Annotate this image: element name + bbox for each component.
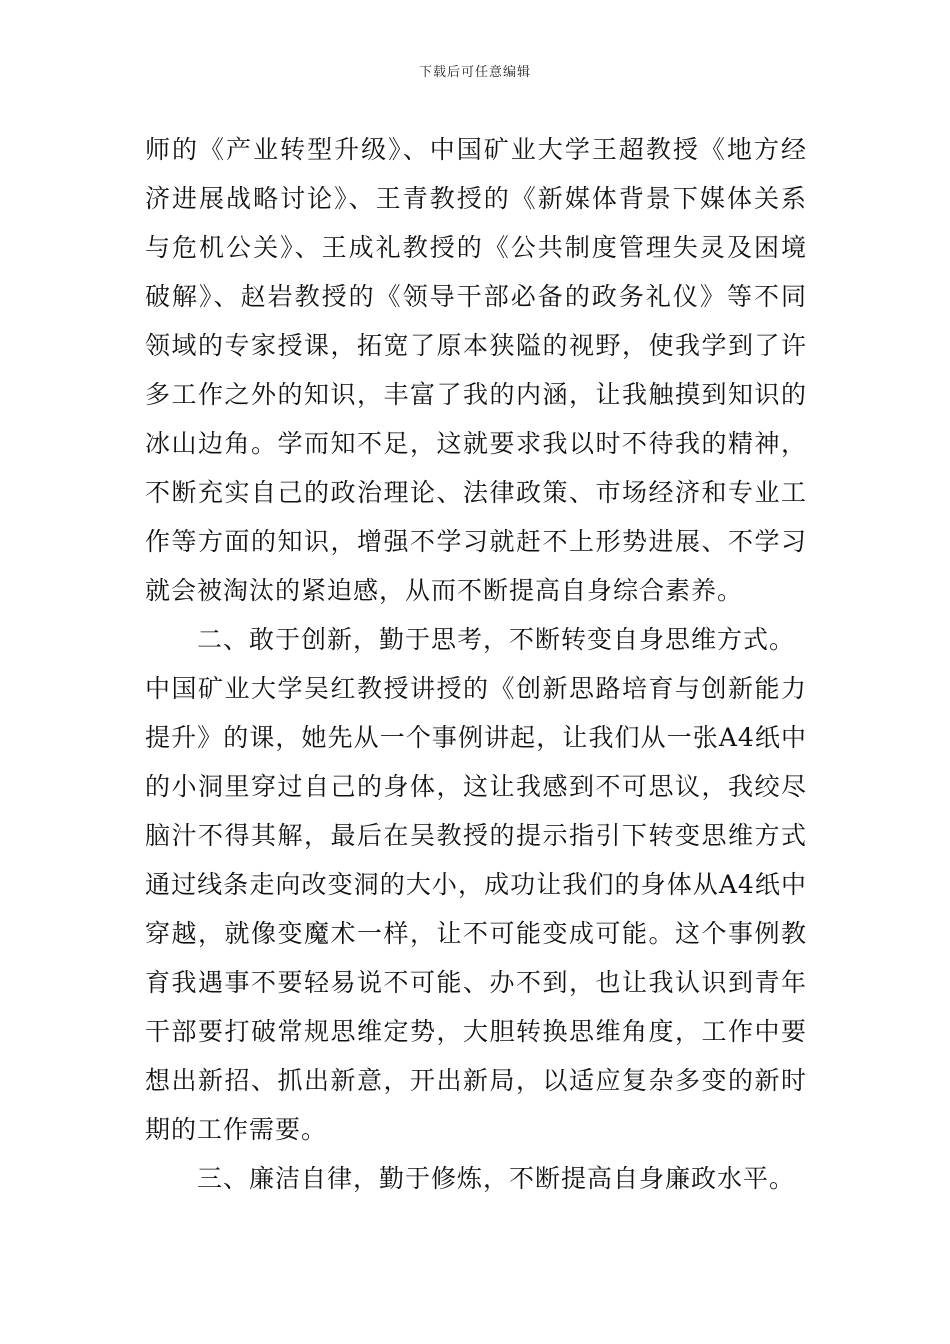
text-line: 二、敢于创新，勤于思考，不断转变自身思维方式。 [197,625,796,654]
text-line: 作等方面的知识，增强不学习就赶不上形势进展、不学习 [145,527,807,556]
paragraph-2 [145,615,807,1154]
text-line: 破解》、赵岩教授的《领导干部必备的政务礼仪》等不同 [145,282,807,311]
text-line: 育我遇事不要轻易说不可能、办不到，也让我认识到青年 [145,968,807,997]
text-line: 多工作之外的知识，丰富了我的内涵，让我触摸到知识的 [145,380,807,409]
text-line: 通过线条走向改变洞的大小，成功让我们的身体从A4纸中 [145,870,807,899]
text-line: 提升》的课，她先从一个事例讲起，让我们从一张A4纸中 [145,723,807,752]
text-line: 的小洞里穿过自己的身体，这让我感到不可思议，我绞尽 [145,772,807,801]
text-line: 不断充实自己的政治理论、法律政策、市场经济和专业工 [145,478,807,507]
text-line: 期的工作需要。 [145,1115,328,1144]
text-line: 领域的专家授课，拓宽了原本狭隘的视野，使我学到了许 [145,331,807,360]
text-line: 与危机公关》、王成礼教授的《公共制度管理失灵及困境 [145,233,807,262]
text-line: 济进展战略讨论》、王青教授的《新媒体背景下媒体关系 [145,184,807,213]
text-line: 冰山边角。学而知不足，这就要求我以时不待我的精神， [145,429,807,458]
paragraph-3 [145,1154,807,1203]
page-header: 下载后可任意编辑 [418,65,531,80]
text-line: 师的《产业转型升级》、中国矿业大学王超教授《地方经 [145,135,807,164]
text-line: 就会被淘汰的紧迫感，从而不断提高自身综合素养。 [145,576,744,605]
text-line: 脑汁不得其解，最后在吴教授的提示指引下转变思维方式 [145,821,807,850]
text-line: 中国矿业大学吴红教授讲授的《创新思路培育与创新能力 [145,674,807,703]
text-line: 三、廉洁自律，勤于修炼，不断提高自身廉政水平。 [197,1164,796,1193]
text-line: 干部要打破常规思维定势，大胆转换思维角度，工作中要 [145,1017,807,1046]
text-line: 想出新招、抓出新意，开出新局，以适应复杂多变的新时 [145,1066,807,1095]
paragraph-1 [145,125,807,615]
text-line: 穿越，就像变魔术一样，让不可能变成可能。这个事例教 [145,919,807,948]
document-body [145,125,807,1203]
